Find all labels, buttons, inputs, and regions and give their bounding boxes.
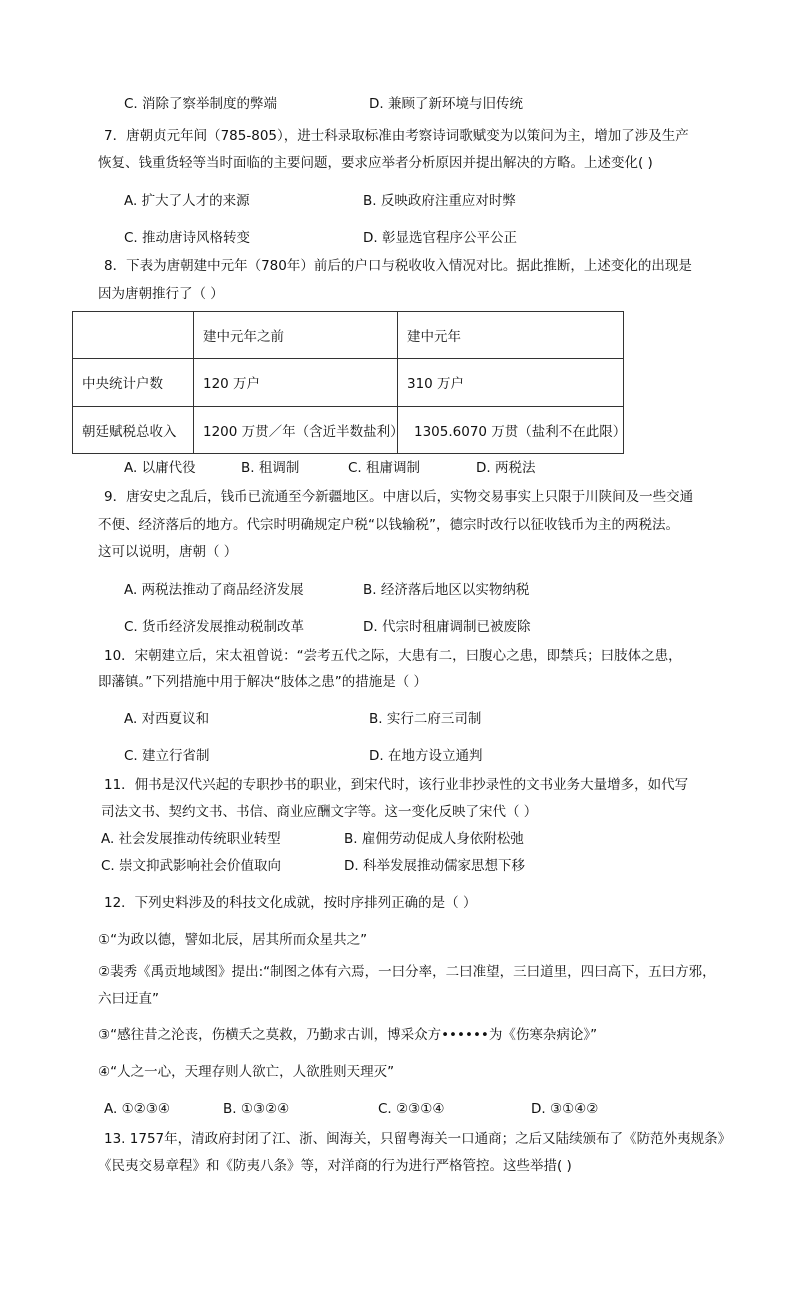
q12-option-c: C. ②③①④ bbox=[378, 1101, 445, 1117]
table-cell: 中央统计户数 bbox=[73, 359, 194, 406]
q10-stem-line-2: 即藩镇。”下列措施中用于解决“肢体之患”的措施是（ ） bbox=[98, 674, 428, 690]
q9-option-c: C. 货币经济发展推动税制改革 bbox=[124, 619, 305, 635]
table-cell: 朝廷赋税总收入 bbox=[73, 406, 194, 453]
q7-stem-line-1: 7．唐朝贞元年间（785-805），进士科录取标准由考察诗词歌赋变为以策问为主，增加了涉及生产 bbox=[104, 128, 689, 144]
q9-option-b: B. 经济落后地区以实物纳税 bbox=[363, 582, 530, 598]
q9-stem-line-2: 不便、经济落后的地方。代宗时明确规定户税“以钱输税”，德宗时改行以征收钱币为主的两税法。 bbox=[98, 517, 679, 533]
q9-stem-line-3: 这可以说明，唐朝（ ） bbox=[98, 544, 238, 560]
table-header: 建中元年之前 bbox=[194, 312, 398, 359]
q12-stem-line-1: 12．下列史料涉及的科技文化成就，按时序排列正确的是（ ） bbox=[104, 895, 477, 911]
q10-stem-line-1: 10．宋朝建立后，宋太祖曾说：“尝考五代之际，大患有二，曰腹心之患，即禁兵；曰肢体之患， bbox=[104, 648, 682, 664]
q8-stem-line-1: 8．下表为唐朝建中元年（780年）前后的户口与税收收入情况对比。据此推断，上述变化的出现是 bbox=[104, 258, 692, 274]
q13-stem-line-1: 13. 1757年，清政府封闭了江、浙、闽海关，只留粤海关一口通商；之后又陆续颁布了《防范外夷规条》 bbox=[104, 1131, 732, 1147]
q7-option-a: A. 扩大了人才的来源 bbox=[124, 193, 250, 209]
table-cell: 1305.6070 万贯（盐利不在此限） bbox=[398, 406, 624, 453]
table-header: 建中元年 bbox=[398, 312, 624, 359]
q6-option-d: D. 兼顾了新环境与旧传统 bbox=[369, 96, 523, 112]
q7-option-b: B. 反映政府注重应对时弊 bbox=[363, 193, 516, 209]
q8-option-b: B. 租调制 bbox=[241, 460, 300, 476]
q11-option-d: D. 科举发展推动儒家思想下移 bbox=[344, 858, 525, 874]
q7-option-d: D. 彰显选官程序公平公正 bbox=[363, 230, 517, 246]
q8-option-a: A. 以庸代役 bbox=[124, 460, 196, 476]
q8-option-c: C. 租庸调制 bbox=[348, 460, 421, 476]
q8-stem-line-2: 因为唐朝推行了（ ） bbox=[98, 286, 224, 302]
q12-item-3: ③“感往昔之沦丧，伤横夭之莫救，乃勤求古训，博采众方••••••为《伤寒杂病论》” bbox=[98, 1027, 598, 1043]
q13-stem-line-2: 《民夷交易章程》和《防夷八条》等，对洋商的行为进行严格管控。这些举措( ) bbox=[98, 1158, 572, 1174]
q8-data-table bbox=[72, 311, 627, 454]
q9-stem-line-1: 9．唐安史之乱后，钱币已流通至今新疆地区。中唐以后，实物交易事实上只限于川陕间及一些交通 bbox=[104, 489, 694, 505]
q12-option-a: A. ①②③④ bbox=[104, 1101, 170, 1117]
q12-item-2-line-2: 六曰迂直” bbox=[98, 991, 159, 1007]
q11-option-c: C. 崇文抑武影响社会价值取向 bbox=[101, 858, 282, 874]
q10-option-d: D. 在地方设立通判 bbox=[369, 748, 483, 764]
table-cell: 120 万户 bbox=[194, 359, 398, 406]
table-cell bbox=[73, 312, 194, 359]
q12-item-2-line-1: ②裴秀《禹贡地域图》提出:“制图之体有六焉，一曰分率，二曰准望，三曰道里，四曰高下，五曰方邪， bbox=[98, 964, 716, 980]
q7-option-c: C. 推动唐诗风格转变 bbox=[124, 230, 251, 246]
q10-option-c: C. 建立行省制 bbox=[124, 748, 210, 764]
q11-option-b: B. 雇佣劳动促成人身依附松弛 bbox=[344, 831, 524, 847]
table-row bbox=[73, 359, 624, 406]
q9-option-a: A. 两税法推动了商品经济发展 bbox=[124, 582, 304, 598]
q11-stem-line-2: 司法文书、契约文书、书信、商业应酬文字等。这一变化反映了宋代（ ） bbox=[101, 804, 538, 820]
q12-option-b: B. ①③②④ bbox=[223, 1101, 290, 1117]
q10-option-a: A. 对西夏议和 bbox=[124, 711, 210, 727]
q7-stem-line-2: 恢复、钱重货轻等当时面临的主要问题，要求应举者分析原因并提出解决的方略。上述变化( ) bbox=[98, 155, 653, 171]
table-cell: 310 万户 bbox=[398, 359, 624, 406]
q12-item-4: ④“人之一心，天理存则人欲亡，人欲胜则天理灭” bbox=[98, 1064, 395, 1080]
q8-option-d: D. 两税法 bbox=[476, 460, 536, 476]
q12-item-1: ①“为政以德，譬如北辰，居其所而众星共之” bbox=[98, 932, 368, 948]
q12-option-d: D. ③①④② bbox=[531, 1101, 599, 1117]
table-row bbox=[73, 406, 624, 453]
table-cell: 1200 万贯／年（含近半数盐利） bbox=[194, 406, 398, 453]
q11-stem-line-1: 11．佣书是汉代兴起的专职抄书的职业，到宋代时，该行业非抄录性的文书业务大量增多，如代写 bbox=[104, 777, 689, 793]
q9-option-d: D. 代宗时租庸调制已被废除 bbox=[363, 619, 531, 635]
q6-option-c: C. 消除了察举制度的弊端 bbox=[124, 96, 278, 112]
table-row bbox=[73, 312, 624, 359]
q10-option-b: B. 实行二府三司制 bbox=[369, 711, 482, 727]
q11-option-a: A. 社会发展推动传统职业转型 bbox=[101, 831, 281, 847]
